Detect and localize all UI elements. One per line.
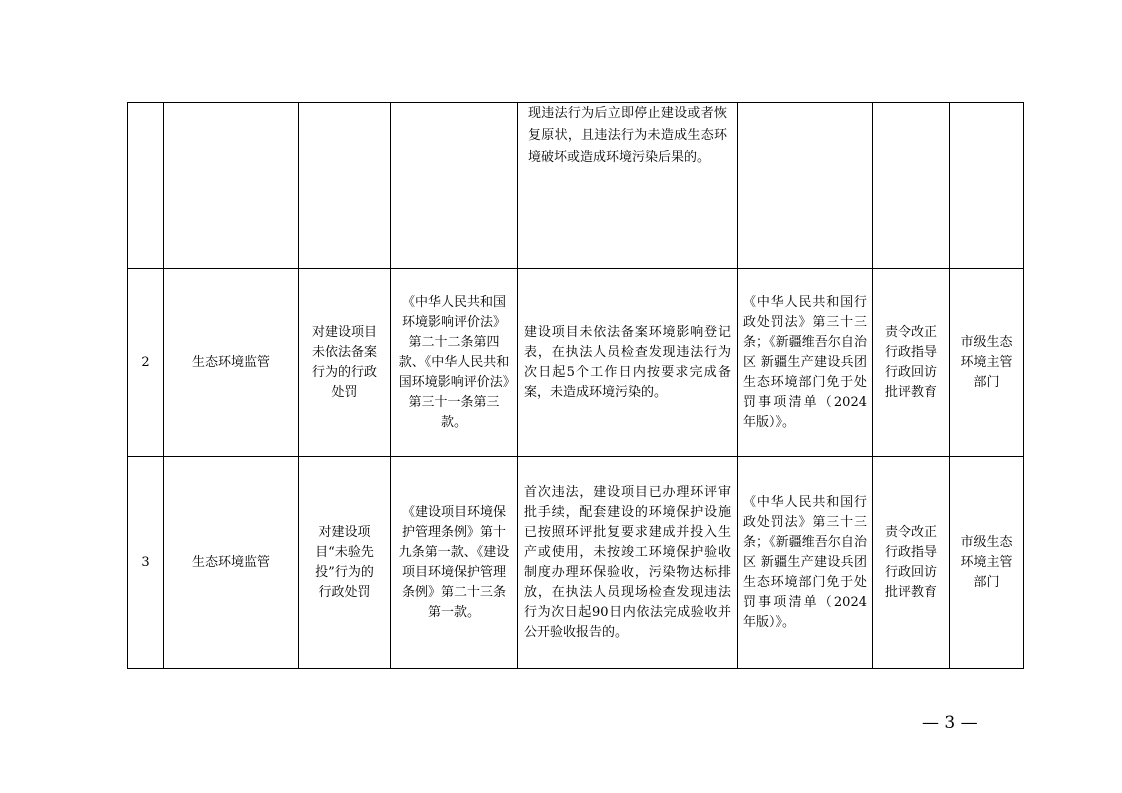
cell-category: 生态环境监管: [164, 457, 299, 669]
cell-department: [950, 103, 1024, 269]
cell-department: 市级生态环境主管部门: [950, 269, 1024, 457]
cell-measures: [873, 103, 950, 269]
cell-basis: [391, 103, 518, 269]
cell-index: 3: [128, 457, 164, 669]
cell-index: [128, 103, 164, 269]
page-number: — 3 —: [922, 713, 978, 733]
cell-item: 对建设项目未依法备案行为的行政处罚: [299, 269, 391, 457]
cell-category: [164, 103, 299, 269]
exemption-list-table: [127, 102, 1024, 669]
cell-category: 生态环境监管: [164, 269, 299, 457]
cell-basis: 《中华人民共和国环境影响评价法》第二十二条第四款、《中华人民共和国环境影响评价法》第三十一条第三款。: [391, 269, 518, 457]
table-row: [128, 457, 1024, 669]
cell-department: 市级生态环境主管部门: [950, 457, 1024, 669]
cell-conditions: 首次违法，建设项目已办理环评审批手续，配套建设的环境保护设施已按照环评批复要求建成并投入生产或使用，未按竣工环境保护验收制度办理环保验收，污染物达标排放，在执法人员现场检查发现违法行为次日起90日内依法完成验收并公开验收报告的。: [518, 457, 738, 669]
cell-item: 对建设项目“未验先投”行为的行政处罚: [299, 457, 391, 669]
table-row: [128, 269, 1024, 457]
cell-item: [299, 103, 391, 269]
cell-basis: 《建设项目环境保护管理条例》第十九条第一款、《建设项目环境保护管理条例》第二十三条第一款。: [391, 457, 518, 669]
cell-measures: 责令改正行政指导行政回访批评教育: [873, 457, 950, 669]
cell-conditions: 建设项目未依法备案环境影响登记表，在执法人员检查发现违法行为次日起5个工作日内按要求完成备案，未造成环境污染的。: [518, 269, 738, 457]
cell-index: 2: [128, 269, 164, 457]
cell-exemption-basis: 《中华人民共和国行政处罚法》第三十三条；《新疆维吾尔自治区 新疆生产建设兵团生态环境部门免于处罚事项清单（2024年版）》。: [738, 269, 873, 457]
cell-exemption-basis: [738, 103, 873, 269]
cell-measures: 责令改正行政指导行政回访批评教育: [873, 269, 950, 457]
cell-conditions: 现违法行为后立即停止建设或者恢复原状，且违法行为未造成生态环境破坏或造成环境污染后果的。: [518, 103, 738, 269]
table-row-continuation: [128, 103, 1024, 269]
cell-exemption-basis: 《中华人民共和国行政处罚法》第三十三条；《新疆维吾尔自治区 新疆生产建设兵团生态环境部门免于处罚事项清单（2024年版）》。: [738, 457, 873, 669]
